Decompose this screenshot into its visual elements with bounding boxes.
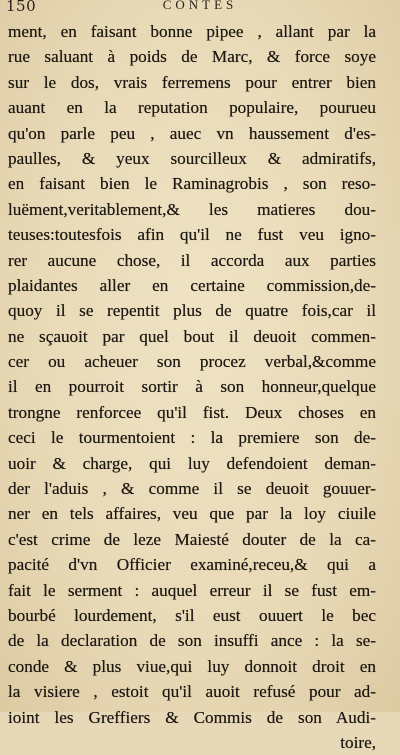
text-line: paulles, & yeux sourcilleux & admiratifs, [8, 148, 376, 168]
text-line: il en pourroit sortir à son honneur,quelque [8, 377, 376, 397]
text-line: fait le serment : auquel erreur il se fust em- [8, 580, 376, 600]
text-line: ner en tels affaires, veu que par la loy ciuile [8, 504, 376, 524]
text-line: la visiere , estoit qu'il auoit refusé pour ad- [8, 682, 376, 702]
page-number: 150 [6, 0, 37, 15]
text-line: ne sçauoit par quel bout il deuoit commen- [8, 326, 376, 346]
text-line: teuses:toutesfois afin qu'il ne fust veu igno- [8, 225, 376, 245]
text-line: en faisant bien le Raminagrobis , son reso- [8, 174, 376, 194]
text-line: trongne renforcee qu'il fist. Deux choses en [8, 402, 376, 422]
text-line: quoy il se repentit plus de quatre fois,car il [8, 301, 376, 321]
text-line: ceci le tourmentoient : la premiere son de- [8, 428, 376, 448]
text-line: auant en la reputation populaire, pourueu [8, 98, 376, 118]
text-line: conde & plus viue,qui luy donnoit droit en [8, 656, 376, 676]
text-line: cer ou acheuer son procez verbal,&comme [8, 352, 376, 372]
body-text [8, 19, 376, 755]
text-line: luëment,veritablement,& les matieres dou- [8, 199, 376, 219]
text-line: qu'on parle peu , auec vn haussement d'es- [8, 123, 376, 143]
text-line: bourbé lourdement, s'il eust ouuert le bec [8, 605, 376, 625]
text-line: ment, en faisant bonne pipee , allant par la [8, 22, 376, 41]
text-line: pacité d'vn Officier examiné,receu,& qui a [8, 555, 376, 575]
text-line: uoir & charge, qui luy defendoient deman- [8, 453, 376, 473]
text-line: der l'aduis , & comme il se deuoit gouuer- [8, 479, 376, 499]
text-line: ioint les Greffiers & Commis de son Audi- [8, 707, 376, 727]
text-line: de la declaration de son insuffi ance : la se- [8, 631, 376, 651]
page-header [0, 0, 400, 18]
text-line: sur le dos, vrais ferremens pour entrer bien [8, 72, 376, 92]
text-line: rue saluant à poids de Marc, & force soye [8, 47, 376, 67]
catchword: toire, [340, 732, 376, 752]
running-head: CONTES [162, 0, 238, 12]
text-line: plaidantes aller en certaine commission,de- [8, 275, 376, 295]
text-line: rer aucune chose, il accorda aux parties [8, 250, 376, 270]
text-line: c'est crime de leze Maiesté douter de la ca- [8, 529, 376, 549]
